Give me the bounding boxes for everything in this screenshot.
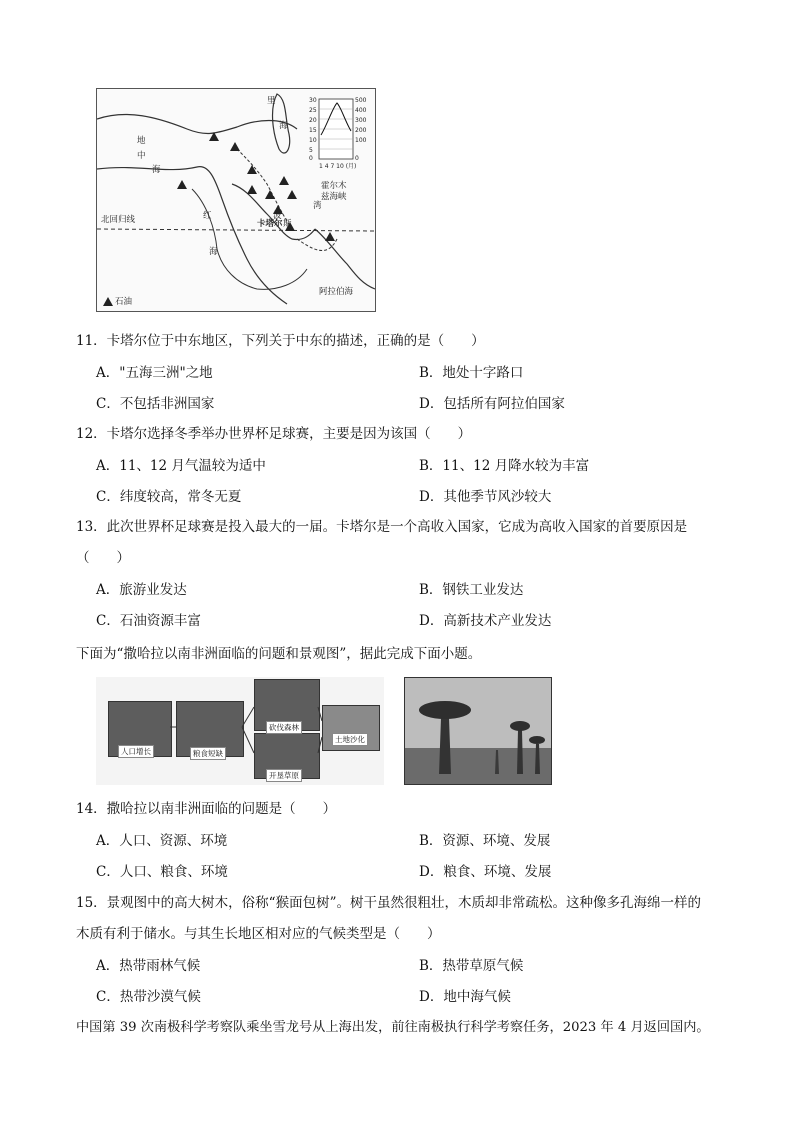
question-15: 15．景观图中的高大树木，俗称“猴面包树”。树干虽然很粗壮，木质却非常疏松。这种像多孔海绵一样的: [76, 895, 701, 911]
axis-tick: 20: [309, 117, 317, 124]
q12-option-c[interactable]: C．纬度较高，常冬无夏: [96, 489, 242, 505]
q11-option-d[interactable]: D．包括所有阿拉伯国家: [419, 396, 565, 412]
question-13: 13．此次世界杯足球赛是投入最大的一届。卡塔尔是一个高收入国家，它成为高收入国家的首要原因是: [76, 519, 688, 535]
hormuz-label: 霍尔木: [321, 181, 347, 191]
q13-option-b[interactable]: B．钢铁工业发达: [419, 582, 524, 598]
caption: 砍伐森林: [266, 721, 302, 734]
question-11: 11．卡塔尔位于中东地区，下列关于中东的描述，正确的是（ ）: [76, 333, 485, 349]
axis-tick: 15: [309, 127, 317, 134]
sea-label: 海: [279, 121, 288, 131]
sea-label: 斯: [283, 219, 292, 229]
sea-label: 红: [203, 211, 212, 221]
africa-problems-figure: [96, 677, 384, 785]
q11-option-c[interactable]: C．不包括非洲国家: [96, 396, 215, 412]
q12-option-a[interactable]: A．11、12 月气温较为适中: [96, 458, 266, 474]
q14-option-d[interactable]: D．粮食、环境、发展: [419, 864, 552, 880]
question-12: 12．卡塔尔选择冬季举办世界杯足球赛，主要是因为该国（ ）: [76, 426, 472, 442]
flow-arrows: [96, 677, 384, 785]
axis-tick: 30: [309, 97, 317, 104]
q15-option-a[interactable]: A．热带雨林气候: [96, 958, 201, 974]
caption: 土地沙化: [332, 733, 368, 746]
closing-paragraph: 中国第 39 次南极科学考察队乘坐雪龙号从上海出发，前往南极执行科学考察任务，2023 年 4 月返回国内。: [76, 1020, 710, 1035]
sea-label: 海: [152, 165, 161, 175]
sea-label: 海: [209, 247, 218, 257]
question-13-paren: （ ）: [76, 550, 130, 566]
baobab-drawing: [405, 678, 551, 784]
sea-label: 波: [273, 211, 282, 221]
tropic-label: 北回归线: [101, 215, 136, 225]
section-intro: 下面为“撒哈拉以南非洲面临的问题和景观图”，据此完成下面小题。: [76, 646, 482, 662]
axis-months: 1 4 7 10 (月): [319, 163, 357, 170]
q15-option-c[interactable]: C．热带沙漠气候: [96, 989, 201, 1005]
q11-option-a[interactable]: A．"五海三洲"之地: [96, 365, 213, 381]
q14-option-b[interactable]: B．资源、环境、发展: [419, 833, 551, 849]
caption: 人口增长: [118, 745, 154, 758]
climate-inset: [309, 95, 369, 171]
sea-label: 里: [267, 96, 276, 106]
sea-label: 中: [137, 151, 146, 161]
axis-tick: 200: [355, 127, 367, 134]
axis-tick: 25: [309, 107, 317, 114]
axis-tick: 5: [309, 147, 313, 154]
map-legend: [103, 295, 132, 307]
axis-tick: 300: [355, 117, 367, 124]
q12-option-b[interactable]: B．11、12 月降水较为丰富: [419, 458, 590, 474]
question-14: 14．撒哈拉以南非洲面临的问题是（ ）: [76, 801, 337, 817]
axis-tick: 10: [309, 137, 317, 144]
caption: 粮食短缺: [190, 747, 226, 760]
caption: 开垦草原: [266, 769, 302, 782]
q11-option-b[interactable]: B．地处十字路口: [419, 365, 524, 381]
q14-option-c[interactable]: C．人口、粮食、环境: [96, 864, 228, 880]
baobab-landscape-photo: [404, 677, 552, 785]
question-15-line2: 木质有利于储水。与其生长地区相对应的气候类型是（ ）: [76, 926, 441, 942]
q15-option-b[interactable]: B．热带草原气候: [419, 958, 524, 974]
axis-tick: 0: [309, 155, 313, 162]
oil-icon: [103, 297, 113, 306]
axis-tick: 0: [355, 155, 359, 162]
q14-option-a[interactable]: A．人口、资源、环境: [96, 833, 228, 849]
axis-tick: 500: [355, 97, 367, 104]
axis-tick: 400: [355, 107, 367, 114]
qatar-label: 卡塔尔: [257, 219, 283, 229]
q13-option-d[interactable]: D．高新技术产业发达: [419, 613, 552, 629]
arabian-sea-label: 阿拉伯海: [319, 287, 354, 297]
middle-east-map: [96, 88, 376, 312]
sea-label: 地: [137, 136, 146, 146]
sea-label: 湾: [313, 201, 322, 211]
q13-option-a[interactable]: A．旅游业发达: [96, 582, 187, 598]
q12-option-d[interactable]: D．其他季节风沙较大: [419, 489, 552, 505]
legend-label: 石油: [115, 297, 133, 307]
q13-option-c[interactable]: C．石油资源丰富: [96, 613, 201, 629]
axis-tick: 100: [355, 137, 367, 144]
q15-option-d[interactable]: D．地中海气候: [419, 989, 511, 1005]
hormuz-label: 兹海峡: [321, 192, 347, 202]
